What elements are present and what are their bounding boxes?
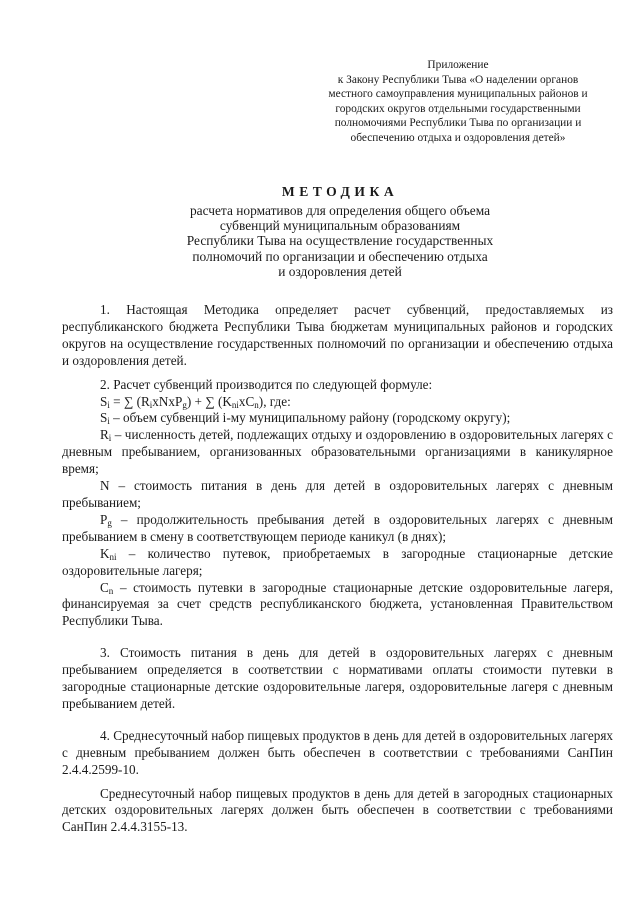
appendix-line: городских округов отдельными государственными xyxy=(335,102,581,115)
document-body xyxy=(62,302,613,836)
appendix-line: местного самоуправления муниципальных районов и xyxy=(328,88,588,101)
subtitle-line: субвенций муниципальным образованиям xyxy=(219,218,461,234)
document-title: МЕТОДИКА xyxy=(281,184,399,199)
subtitle-line: и оздоровления детей xyxy=(278,263,402,279)
appendix-line: Приложение xyxy=(427,59,489,71)
paragraph-3: 3. Стоимость питания в день для детей в оздоровительных лагерях с дневным пребыванием определяется в соответствии с нормативами оплаты стоимости путевки в загородные стационарные детские оздоровительные лагеря, оздоровительные лагеря с дневным пребыванием детей. xyxy=(62,645,613,711)
appendix-line: полномочиями Республики Тыва по организации и xyxy=(334,117,582,130)
document-subtitle xyxy=(0,203,640,279)
subtitle-line: расчета нормативов для определения общего объема xyxy=(189,203,491,218)
subtitle-line: Республики Тыва на осуществление государственных xyxy=(186,233,494,249)
appendix-line: обеспечению отдыха и оздоровления детей» xyxy=(350,131,566,144)
paragraph-4: 4. Среднесуточный набор пищевых продуктов в день для детей в оздоровительных лагерях с дневным пребыванием должен быть обеспечен в соответствии с требованиями СанПин 2.4.4.2599-10. xyxy=(62,727,613,777)
paragraph-2: 2. Расчет субвенций производится по следующей формуле: xyxy=(100,376,433,392)
definition-s: $S_i$ – объем субвенций i-му муниципальному району (городскому округу); xyxy=(100,410,511,427)
definition-n: N – стоимость питания в день для детей в оздоровительных лагерях с дневным пребыванием; xyxy=(62,478,613,510)
definition-c: $C_n$ – стоимость путевки в загородные стационарные детские оздоровительные лагеря, финансируемая за счет средств республиканского бюджета, установленная Правительством Республики Тыва. xyxy=(62,579,613,629)
formula: $S_i$ = ∑ $(R_ixNxP_g)$ + ∑ $(K_{ni}xC_n)$, где: xyxy=(100,393,291,410)
paragraph-1: 1. Настоящая Методика определяет расчет субвенций, предоставляемых из республиканского бюджета Республики Тыва бюджетам муниципальных районов и городских округов на осуществление государственных полномочий по организации и обеспечению отдыха и оздоровления детей. xyxy=(62,302,613,368)
definition-p: $P_g$ – продолжительность пребывания детей в оздоровительных лагерях с дневным пребыванием в смену в соответствующем периоде каникул (в днях); xyxy=(62,511,613,544)
subtitle-line: полномочий по организации и обеспечению отдыха xyxy=(192,248,488,264)
appendix-header xyxy=(300,58,616,146)
paragraph-5: Среднесуточный набор пищевых продуктов в день для детей в загородных стационарных детских оздоровительных лагерях должен быть обеспечен в соответствии с требованиями СанПин 2.4.4.3155-13. xyxy=(62,785,613,835)
appendix-line: к Закону Республики Тыва «О наделении органов xyxy=(337,73,579,86)
definition-k: $K_{ni}$ – количество путевок, приобретаемых в загородные стационарные детские оздоровительные лагеря; xyxy=(62,545,613,578)
definition-r: $R_i$ – численность детей, подлежащих отдыху и оздоровлению в оздоровительных лагерях с дневным пребыванием, организованных образовательными организациями в каникулярное время; xyxy=(62,427,613,477)
